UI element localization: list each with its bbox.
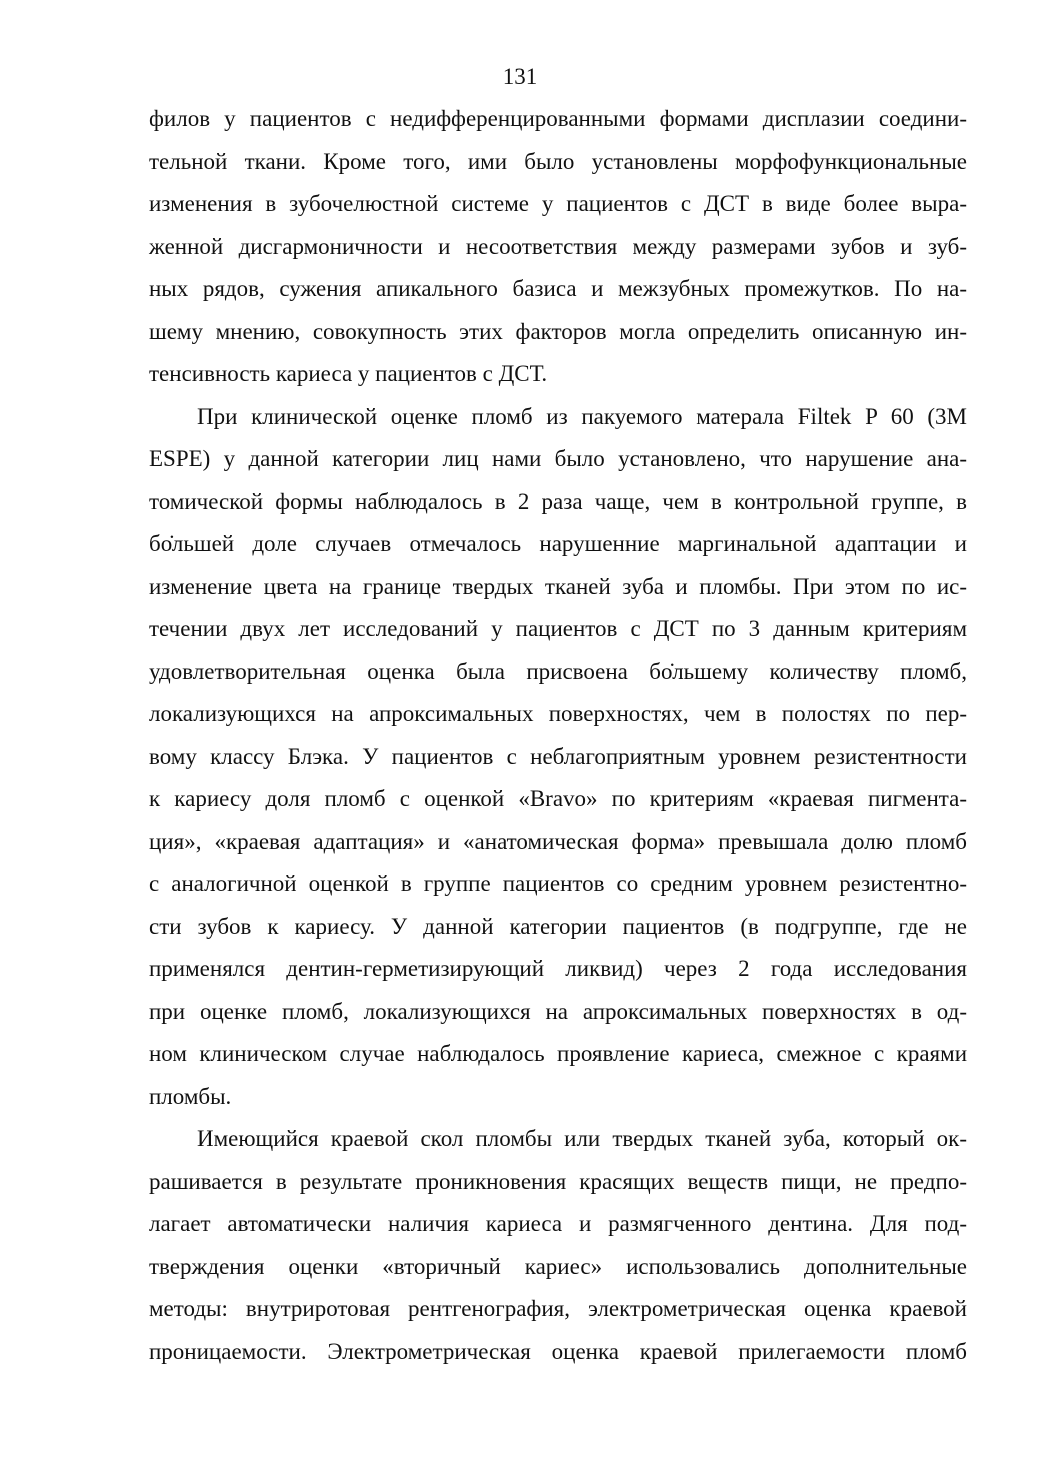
text-line: ных рядов, сужения апикального базиса и межзубных промежутков. По на- [149, 276, 967, 301]
text-line: лагает автоматически наличия кариеса и размягченного дентина. Для под- [149, 1211, 967, 1236]
text-line: к кариесу доля пломб с оценкой «Bravo» по критериям «краевая пигмента- [149, 786, 967, 811]
body-text [149, 98, 967, 1373]
paragraph-1 [149, 98, 967, 396]
text-line: ция», «краевая адаптация» и «анатомическая форма» превышала долю пломб [149, 828, 967, 854]
text-line: филов у пациентов с недифференцированными формами дисплазии соедини- [149, 106, 967, 131]
text-line: вому классу Блэка. У пациентов с неблагоприятным уровнем резистентности [149, 743, 967, 769]
text-line: томической формы наблюдалось в 2 раза чаще, чем в контрольной группе, в [149, 488, 967, 514]
text-line: удовлетворительная оценка была присвоена бо̇льшему количеству пломб, [149, 658, 967, 684]
text-line: ESPE) у данной категории лиц нами было установлено, что нарушение ана- [149, 446, 967, 471]
page-number: 131 [502, 64, 538, 89]
text-line: пломбы. [149, 1083, 232, 1109]
text-line: изменение цвета на границе твердых тканей зуба и пломбы. При этом по ис- [149, 573, 967, 599]
paragraph-2 [149, 396, 967, 1119]
text-line: с аналогичной оценкой в группе пациентов со средним уровнем резистентно- [149, 871, 967, 896]
text-line: бо̇льшей доле случаев отмечалось нарушенние маргинальной адаптации и [149, 531, 967, 556]
text-line: применялся дентин-герметизирующий ликвид) через 2 года исследования [149, 956, 967, 981]
paragraph-3 [149, 1118, 967, 1373]
text-line: локализующихся на апроксимальных поверхностях, чем в полостях по пер- [149, 701, 967, 726]
text-line: при оценке пломб, локализующихся на апроксимальных поверхностях в од- [149, 998, 967, 1024]
text-line: тверждения оценки «вторичный кариес» использовались дополнительные [149, 1253, 967, 1279]
text-line: Имеющийся краевой скол пломбы или твердых тканей зуба, который ок- [197, 1126, 967, 1151]
text-line: сти зубов к кариесу. У данной категории пациентов (в подгруппе, где не [149, 913, 967, 939]
text-line: ном клиническом случае наблюдалось проявление кариеса, смежное с краями [149, 1041, 967, 1066]
text-line: проницаемости. Электрометрическая оценка краевой прилегаемости пломб [149, 1338, 967, 1364]
text-line: рашивается в результате проникновения красящих веществ пищи, не предпо- [149, 1168, 967, 1194]
text-line: изменения в зубочелюстной системе у пациентов с ДСТ в виде более выра- [149, 191, 967, 216]
text-line: течении двух лет исследований у пациентов с ДСТ по 3 данным критериям [149, 616, 967, 641]
text-line: женной дисгармоничности и несоответствия между размерами зубов и зуб- [149, 233, 967, 259]
text-line: тельной ткани. Кроме того, ими было установлены морфофункциональные [149, 148, 967, 174]
text-line: методы: внутриротовая рентгенография, электрометрическая оценка краевой [149, 1296, 967, 1321]
text-line: При клинической оценке пломб из пакуемого матерала Filtek P 60 (3M [197, 403, 967, 429]
text-line: тенсивность кариеса у пациентов с ДСТ. [149, 361, 548, 386]
text-line: шему мнению, совокупность этих факторов могла определить описанную ин- [149, 318, 967, 344]
